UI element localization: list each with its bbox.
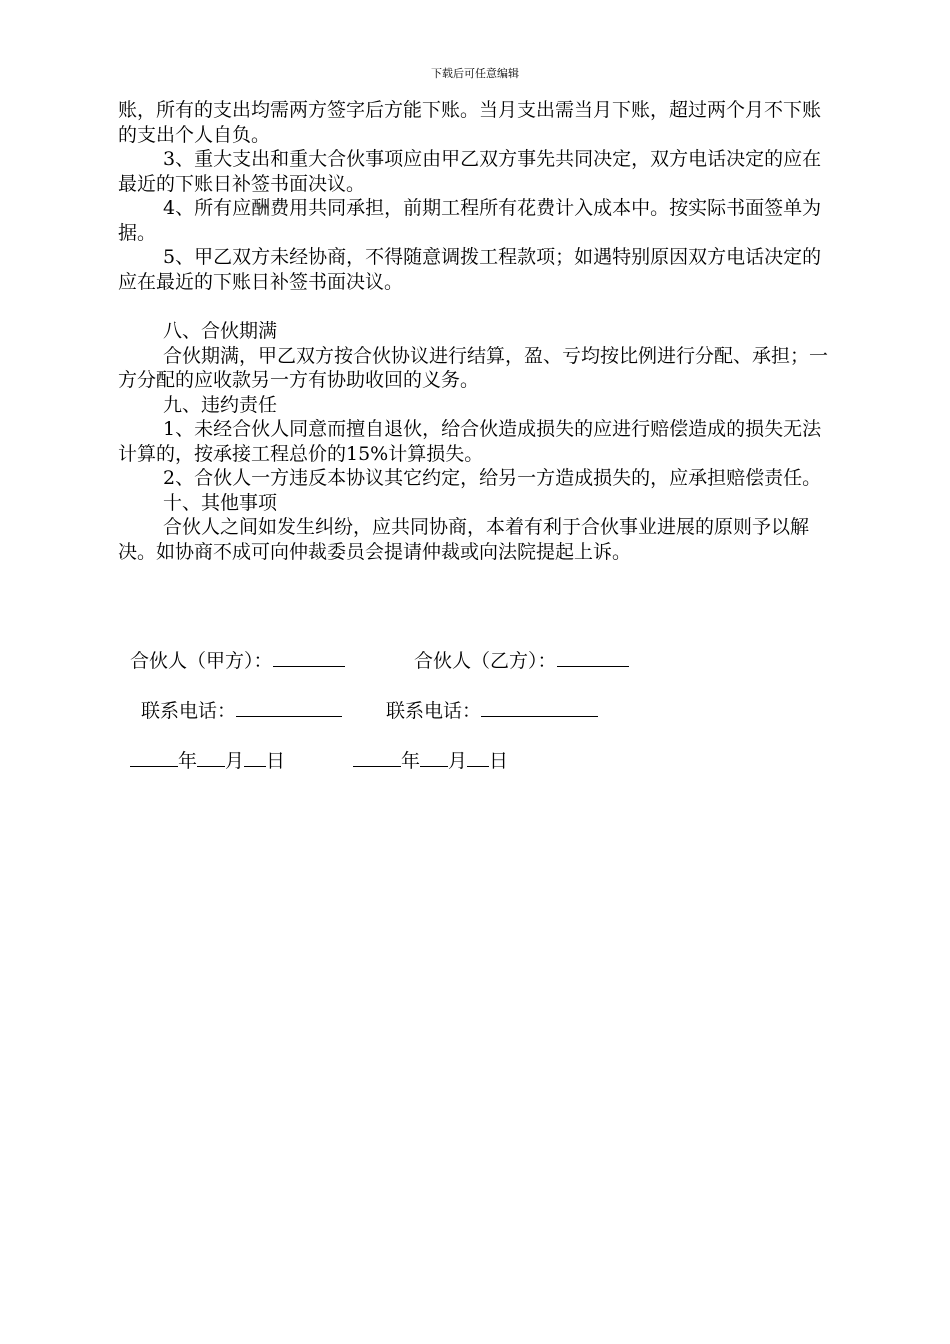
- paragraph: 4、所有应酬费用共同承担，前期工程所有花费计入成本中。按实际书面签单为据。: [118, 197, 822, 244]
- date-a-year-blank[interactable]: [130, 747, 178, 767]
- paragraph: 5、甲乙双方未经协商，不得随意调拨工程款项；如遇特别原因双方电话决定的应在最近的下账日补签书面决议。: [118, 246, 822, 293]
- date-a-day-blank[interactable]: [244, 747, 266, 767]
- paragraph: 合伙期满，甲乙双方按合伙协议进行结算，盈、亏均按比例进行分配、承担；一方分配的应收款另一方有协助收回的义务。: [118, 344, 829, 391]
- phone-b-blank[interactable]: [481, 697, 598, 717]
- date-b-day-blank[interactable]: [467, 747, 489, 767]
- phone-b-signature: [386, 697, 598, 723]
- blank-line: [118, 294, 834, 319]
- phone-a-blank[interactable]: [236, 697, 342, 717]
- paragraph: 合伙人之间如发生纠纷，应共同协商，本着有利于合伙事业进展的原则予以解决。如协商不成可向仲裁委员会提请仲裁或向法院提起上诉。: [118, 516, 810, 563]
- paragraph: 2、合伙人一方违反本协议其它约定，给另一方造成损失的，应承担赔偿责任。: [163, 467, 822, 489]
- partner-a-label: 合伙人（甲方）：: [130, 650, 273, 672]
- section-heading: 八、合伙期满: [163, 320, 278, 342]
- date-a-month-blank[interactable]: [197, 747, 225, 767]
- partner-a-blank[interactable]: [273, 647, 345, 667]
- day-label: 日: [266, 750, 286, 772]
- date-a: [130, 747, 285, 773]
- page-header: 下载后可任意编辑: [431, 67, 519, 80]
- partner-b-label: 合伙人（乙方）：: [414, 650, 557, 672]
- paragraph: 1、未经合伙人同意而擅自退伙，给合伙造成损失的应进行赔偿造成的损失无法计算的，按承接工程总价的15%计算损失。: [118, 418, 822, 465]
- phone-a-label: 联系电话：: [141, 700, 237, 722]
- day-label: 日: [489, 750, 509, 772]
- contract-body: [118, 98, 834, 564]
- partner-b-signature: [414, 647, 629, 673]
- partner-a-signature: [130, 647, 345, 673]
- date-b: [353, 747, 508, 773]
- section-heading: 九、违约责任: [163, 393, 278, 416]
- paragraph: 账，所有的支出均需两方签字后方能下账。当月支出需当月下账，超过两个月不下账的支出个人自负。: [118, 99, 822, 146]
- month-label: 月: [448, 750, 468, 772]
- date-b-year-blank[interactable]: [353, 747, 401, 767]
- section-heading: 十、其他事项: [163, 491, 278, 514]
- phone-a-signature: [141, 697, 342, 723]
- year-label: 年: [401, 750, 421, 772]
- month-label: 月: [225, 750, 245, 772]
- phone-b-label: 联系电话：: [386, 700, 482, 722]
- partner-b-blank[interactable]: [557, 647, 629, 667]
- date-b-month-blank[interactable]: [420, 747, 448, 767]
- year-label: 年: [178, 750, 198, 772]
- paragraph: 3、重大支出和重大合伙事项应由甲乙双方事先共同决定，双方电话决定的应在最近的下账日补签书面决议。: [118, 148, 822, 195]
